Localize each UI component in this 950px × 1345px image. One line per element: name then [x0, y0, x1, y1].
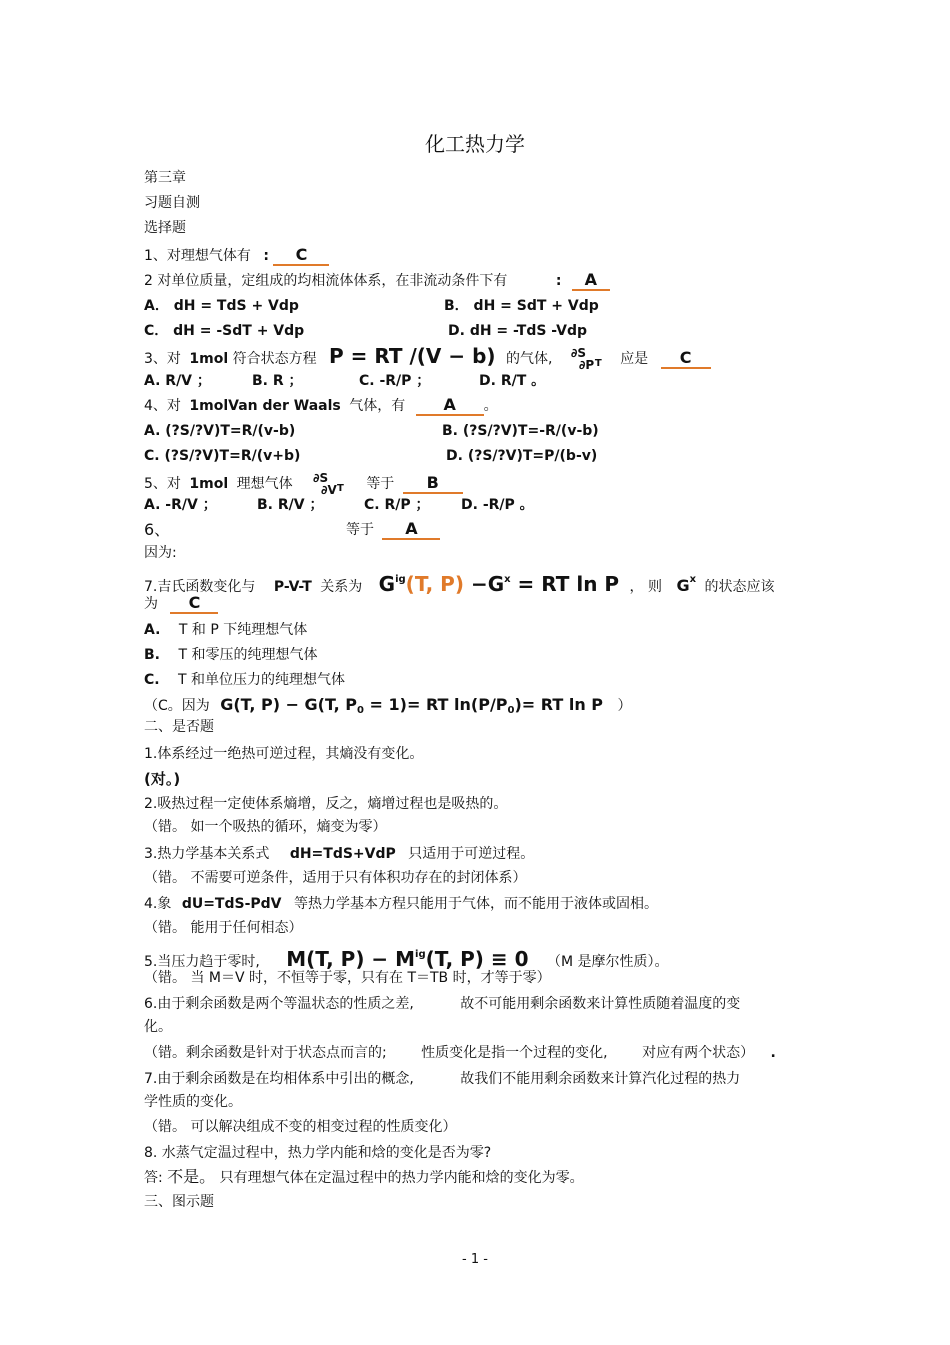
question-3: 3、对 1mol 符合状态方程 P = RT /(V − b) 的气体, ∂S ∂P $_T$ 应是 C: [144, 345, 711, 374]
judge-4-question: 4.象 dU=TdS-PdV 等热力学基本方程只能用于气体，而不能用于液体或固相。: [144, 896, 658, 912]
equation-vdw-simple: P = RT /(V − b): [329, 344, 496, 368]
judge-6-question-cont: 化。: [144, 1019, 172, 1035]
option-2a: A． dH = TdS + Vdp: [144, 298, 299, 314]
option-4b: B. (?S/?V)T=-R/(v-b): [442, 423, 599, 439]
question-2: 2 对单位质量，定组成的均相流体体系，在非流动条件下有 : A: [144, 271, 610, 291]
option-2d: D. dH = -TdS -Vdp: [448, 323, 587, 339]
option-3b: B. R ；: [252, 373, 303, 389]
option-3c: C. -R/P ；: [359, 373, 431, 389]
question-5: 5、对 1mol 理想气体 ∂S ∂V $_T$ 等于 B: [144, 470, 463, 499]
partial-derivative-icon: ∂S ∂P: [570, 346, 595, 372]
option-5a: A. -R/V ；: [144, 497, 217, 513]
question-1: 1、对理想气体有 : C: [144, 246, 329, 266]
judge-4-answer: （错。 能用于任何相态）: [144, 920, 303, 936]
answer-7: C: [170, 594, 218, 614]
answer-2: A: [572, 271, 610, 291]
judge-1-answer: (对。): [144, 770, 181, 788]
question-6: 6、: [144, 520, 171, 539]
judge-8-answer: 答: 不是。 只有理想气体在定温过程中的热力学内能和焓的变化为零。: [144, 1167, 584, 1186]
partial-derivative-sv-icon: ∂S ∂V: [313, 471, 337, 497]
question-6-answer: 等于 A: [346, 520, 440, 540]
option-7b: B. T 和零压的纯理想气体: [144, 647, 318, 663]
judge-3-question: 3.热力学基本关系式 dH=TdS+VdP 只适用于可逆过程。: [144, 846, 535, 862]
option-2b: B． dH = SdT + Vdp: [444, 298, 599, 314]
option-2c: C． dH = -SdT + Vdp: [144, 323, 305, 339]
option-7c: C. T 和单位压力的纯理想气体: [144, 672, 346, 688]
option-4c: C. (?S/?V)T=R/(v+b): [144, 448, 301, 464]
judge-2-answer: （错。 如一个吸热的循环，熵变为零）: [144, 819, 387, 835]
page-number: - 1 -: [462, 1252, 488, 1267]
answer-3: C: [661, 349, 711, 369]
option-5b: B. R/V ；: [257, 497, 324, 513]
subsection-heading: 选择题: [144, 220, 186, 236]
judge-6-question: 6.由于剩余函数是两个等温状态的性质之差, 故不可能用剩余函数来计算性质随着温度的变: [144, 996, 741, 1012]
judge-6-answer: （错。剩余函数是针对于状态点而言的; 性质变化是指一个过程的变化, 对应有两个状态） .: [144, 1045, 776, 1061]
question-7-line2: 为 C: [144, 594, 218, 614]
question-6-because: 因为:: [144, 545, 177, 561]
option-3d: D. R/T 。: [479, 373, 546, 389]
part-2-heading: 二、是否题: [144, 719, 214, 735]
part-3-heading: 三、图示题: [144, 1194, 214, 1210]
gibbs-equation: $G^{ig}(T$, $P) -G^x$ = RT ln P: [378, 572, 620, 596]
question-7: 7.吉氏函数变化与 P-V-T 关系为 $G^{ig}(T$, $P) -G^x$ = RT ln P ， 则 $G^x$ 的状态应该: [144, 572, 775, 596]
option-4d: D. (?S/?V)T=P/(b-v): [446, 448, 598, 464]
answer-4: A: [416, 396, 484, 416]
judge-8-question: 8. 水蒸气定温过程中，热力学内能和焓的变化是否为零?: [144, 1145, 492, 1161]
judge-3-answer: （错。 不需要可逆条件，适用于只有体积功存在的封闭体系）: [144, 870, 527, 886]
option-5c: C. R/P ；: [364, 497, 430, 513]
option-4a: A. (?S/?V)T=R/(v-b): [144, 423, 296, 439]
answer-5: B: [403, 474, 463, 494]
judge-7-answer: （错。 可以解决组成不变的相变过程的性质变化）: [144, 1119, 457, 1135]
reason-equation: G(T, P) − G(T, $P_0 = 1)=$ RT $\ln(P/P_0)=$ RT ln P: [220, 695, 604, 716]
chapter-heading: 第三章: [144, 170, 186, 186]
answer-6: A: [382, 520, 440, 540]
judge-5-question: 5.当压力趋于零时, M(T, $P) - M^{ig}(T$, P) ≡ 0 （M 是摩尔性质）。: [144, 947, 669, 971]
judge-7-question-cont: 学性质的变化。: [144, 1094, 242, 1110]
page-title: 化工热力学: [425, 132, 525, 156]
question-4: 4、对 1molVan der Waals 气体，有 A 。: [144, 395, 498, 414]
answer-1: C: [273, 246, 329, 266]
option-5d: D. -R/P 。: [461, 497, 534, 513]
section-heading: 习题自测: [144, 195, 200, 211]
option-7a: A. T 和 P 下纯理想气体: [144, 622, 308, 638]
judge-1-question: 1.体系经过一绝热可逆过程，其熵没有变化。: [144, 746, 424, 762]
judge-7-question: 7.由于剩余函数是在均相体系中引出的概念, 故我们不能用剩余函数来计算汽化过程的热力: [144, 1071, 741, 1087]
option-3a: A. R/V ；: [144, 373, 211, 389]
residual-equation: M(T, $P) - M^{ig}(T$, P) ≡ 0: [286, 947, 529, 971]
judge-5-answer: （错。 当 M＝V 时，不恒等于零，只有在 T＝TB 时，才等于零）: [144, 970, 551, 986]
question-7-reason: （C。因为 G(T, P) − G(T, $P_0 = 1)=$ RT $\ln(P/P_0)=$ RT ln P ）: [144, 695, 632, 716]
judge-2-question: 2.吸热过程一定使体系熵增，反之，熵增过程也是吸热的。: [144, 796, 508, 812]
